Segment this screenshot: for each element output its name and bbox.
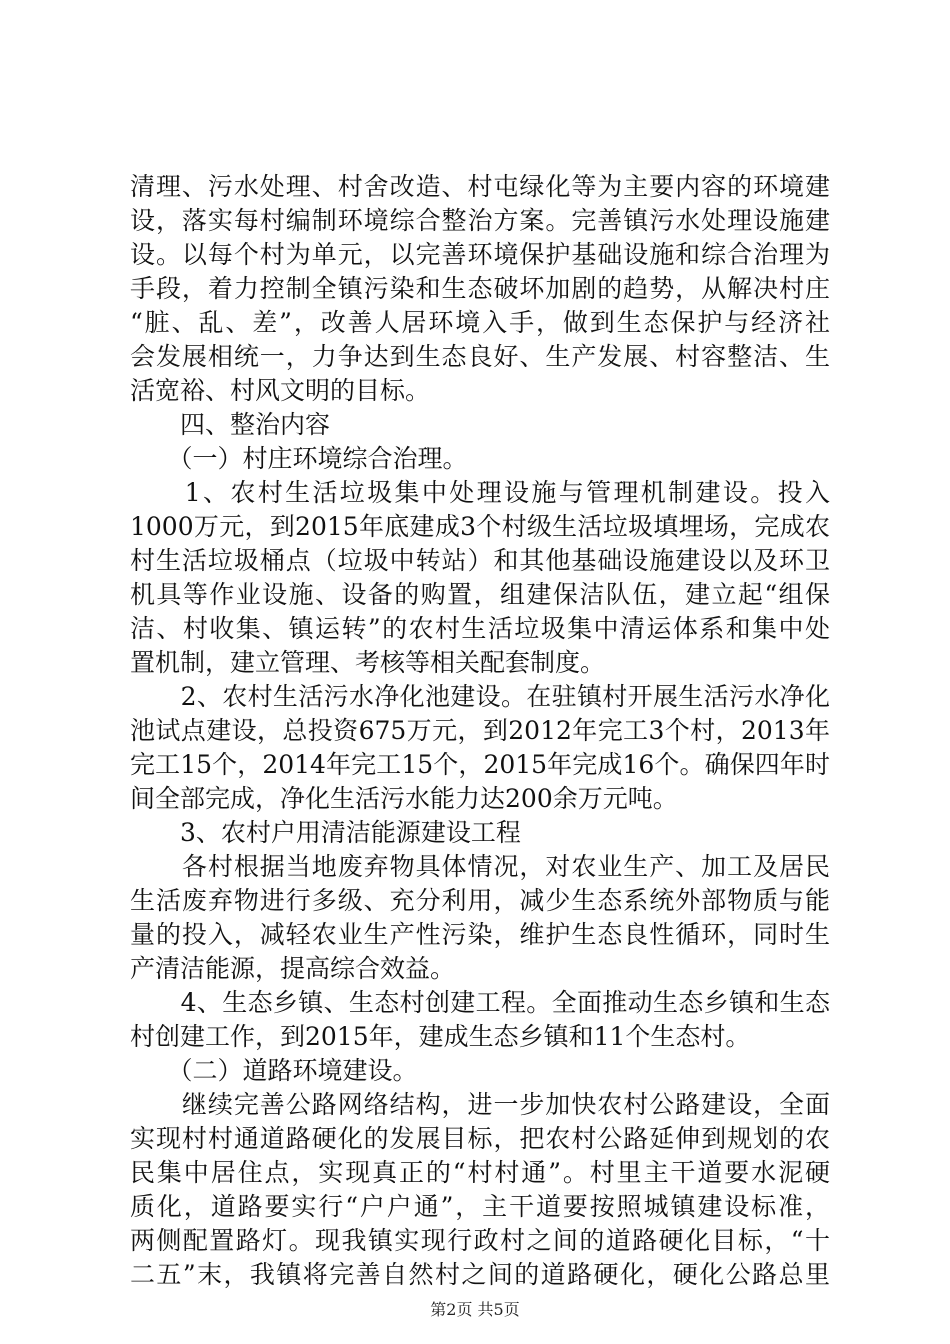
item-heading: 3、农村户用清洁能源建设工程 bbox=[130, 818, 521, 847]
body-line: 设，落实每村编制环境综合整治方案。完善镇污水处理设施建 bbox=[130, 206, 830, 235]
body-line: 活宽裕、村风文明的目标。 bbox=[130, 376, 431, 405]
body-line: 产清洁能源，提高综合效益。 bbox=[130, 954, 456, 983]
body-line: 二五”末，我镇将完善自然村之间的道路硬化，硬化公路总里 bbox=[130, 1260, 830, 1289]
subsection-heading: （一）村庄环境综合治理。 bbox=[130, 444, 468, 473]
body-line: 间全部完成，净化生活污水能力达200余万元吨。 bbox=[130, 784, 678, 813]
body-line: 质化，道路要实行“户户通”，主干道要按照城镇建设标准， bbox=[130, 1192, 830, 1221]
body-line: 生活废弃物进行多级、充分利用，减少生态系统外部物质与能 bbox=[130, 886, 830, 915]
body-line: 1000万元，到2015年底建成3个村级生活垃圾填埋场，完成农 bbox=[130, 512, 830, 541]
body-line: 各村根据当地废弃物具体情况，对农业生产、加工及居民 bbox=[130, 852, 830, 881]
body-line: 池试点建设，总投资675万元，到2012年完工3个村，2013年 bbox=[130, 716, 830, 745]
body-line: 会发展相统一，力争达到生态良好、生产发展、村容整洁、生 bbox=[130, 342, 830, 371]
body-line: 两侧配置路灯。现我镇实现行政村之间的道路硬化目标，“十 bbox=[130, 1226, 830, 1255]
subsection-heading: （二）道路环境建设。 bbox=[130, 1056, 418, 1085]
section-heading: 四、整治内容 bbox=[130, 410, 331, 439]
body-line: 4、生态乡镇、生态村创建工程。全面推动生态乡镇和生态 bbox=[130, 988, 830, 1017]
body-line: 清理、污水处理、村舍改造、村屯绿化等为主要内容的环境建 bbox=[130, 172, 830, 201]
body-line: 2、农村生活污水净化池建设。在驻镇村开展生活污水净化 bbox=[130, 682, 830, 711]
body-line: 机具等作业设施、设备的购置，组建保洁队伍，建立起“组保 bbox=[130, 580, 830, 609]
body-line: 完工15个，2014年完工15个，2015年完成16个。确保四年时 bbox=[130, 750, 830, 779]
body-line: 村创建工作，到2015年，建成生态乡镇和11个生态村。 bbox=[130, 1022, 751, 1051]
body-line: 量的投入，减轻农业生产性污染，维护生态良性循环，同时生 bbox=[130, 920, 830, 949]
body-line: 洁、村收集、镇运转”的农村生活垃圾集中清运体系和集中处 bbox=[130, 614, 830, 643]
body-line: 继续完善公路网络结构，进一步加快农村公路建设，全面 bbox=[130, 1090, 830, 1119]
body-line: 1、农村生活垃圾集中处理设施与管理机制建设。投入 bbox=[130, 478, 830, 507]
body-line: 村生活垃圾桶点（垃圾中转站）和其他基础设施建设以及环卫 bbox=[130, 546, 830, 575]
body-line: 民集中居住点，实现真正的“村村通”。村里主干道要水泥硬 bbox=[130, 1158, 830, 1187]
body-line: 实现村村通道路硬化的发展目标，把农村公路延伸到规划的农 bbox=[130, 1124, 830, 1153]
body-line: 设。以每个村为单元，以完善环境保护基础设施和综合治理为 bbox=[130, 240, 830, 269]
body-line: 手段，着力控制全镇污染和生态破坏加剧的趋势，从解决村庄 bbox=[130, 274, 830, 303]
page-number-footer: 第2页 共5页 bbox=[430, 1300, 520, 1319]
body-line: “脏、乱、差”，改善人居环境入手，做到生态保护与经济社 bbox=[130, 308, 830, 337]
body-line: 置机制，建立管理、考核等相关配套制度。 bbox=[130, 648, 606, 677]
